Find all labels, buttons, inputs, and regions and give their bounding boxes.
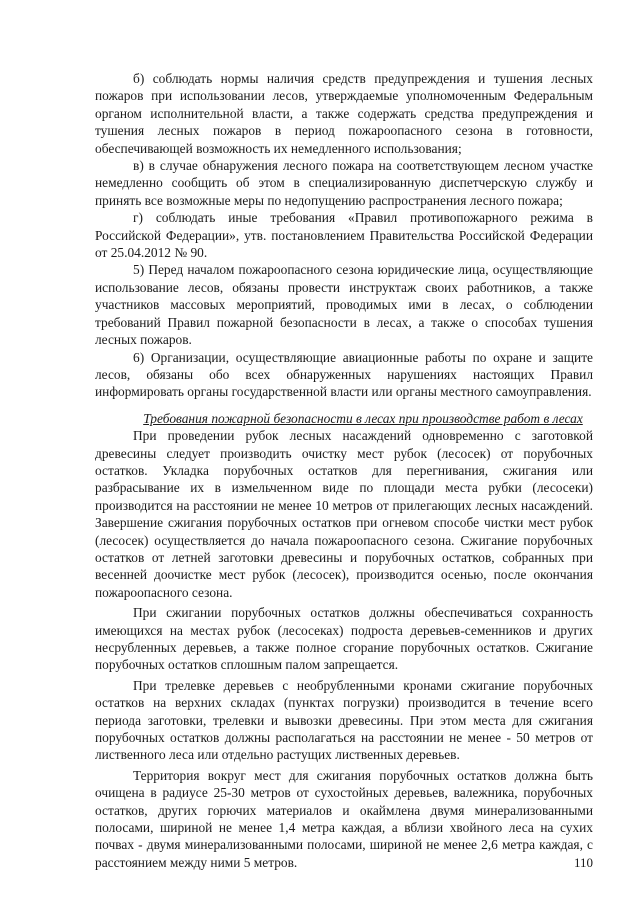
- paragraph-g: г) соблюдать иные требования «Правил противопожарного режима в Российской Федерации», утв. постановлением Правительства Российской Федерации от 25.04.2012 № 90.: [95, 210, 593, 261]
- paragraph-territory: Территория вокруг мест для сжигания порубочных остатков должна быть очищена в радиусе 25-30 метров от сухостойных деревьев, валежника, порубочных остатков, других горючих материалов и окаймлена двумя минерализованными полосами, шириной не менее 1,4 метра каждая, а вблизи хвойного леса на сухих почвах - двумя минерализованными полосами, шириной не менее 2,6 метра каждая, с расстоянием между ними 5 метров.: [95, 767, 593, 870]
- section-heading: Требования пожарной безопасности в лесах при производстве работ в лесах: [143, 410, 583, 426]
- paragraph-6: 6) Организации, осуществляющие авиационные работы по охране и защите лесов, обязаны обо всех обнаруженных нарушениях настоящих Правил информировать органы государственной власти или органы местного самоуправления.: [95, 349, 593, 400]
- paragraph-5: 5) Перед началом пожароопасного сезона юридические лица, осуществляющие использование лесов, обязаны провести инструктаж своих работников, а также участников массовых мероприятий, проводимых ими в лесах, о соблюдении требований Правил пожарной безопасности в лесах, а также о способах тушения лесных пожаров.: [95, 262, 593, 348]
- body-text: [95, 70, 593, 871]
- paragraph-logging-cleanup: При проведении рубок лесных насаждений одновременно с заготовкой древесины следует производить очистку мест рубок (лесосек) от порубочных остатков. Укладка порубочных остатков для перегнивания, сжигания или разбрасывание их в измельченном виде по площади места рубки (лесосеки) производится на расстоянии не менее 10 метров от прилегающих лесных насаждений. Завершение сжигания порубочных остатков при огневом способе чистки мест рубок (лесосек) осуществляется до начала пожароопасного сезона. Сжигание порубочных остатков от летней заготовки древесины и порубочных остатков, собранных при весенней доочистке мест рубок (лесосек), производится осенью, после окончания пожароопасного сезона.: [95, 428, 593, 600]
- paragraph-burning-rules: При сжигании порубочных остатков должны обеспечиваться сохранность имеющихся на местах рубок (лесосеках) подроста деревьев-семенников и других несрубленных деревьев, а также полное сгорание порубочных остатков. Сжигание порубочных остатков сплошным палом запрещается.: [95, 605, 593, 673]
- paragraph-b: б) соблюдать нормы наличия средств предупреждения и тушения лесных пожаров при использовании лесов, утверждаемые уполномоченным Федеральным органом исполнительной власти, а также содержать средства предупреждения и тушения лесных пожаров в период пожароопасного сезона в готовности, обеспечивающей возможность их немедленного использования;: [95, 71, 593, 156]
- paragraph-v: в) в случае обнаружения лесного пожара на соответствующем лесном участке немедленно сообщить об этом в специализированную диспетчерскую службу и принять все возможные меры по недопущению распространения лесного пожара;: [95, 158, 593, 208]
- page-number: 110: [573, 855, 593, 870]
- paragraph-skidding: При трелевке деревьев с необрубленными кронами сжигание порубочных остатков на верхних складах (пунктах погрузки) производится в течение всего периода заготовки, трелевки и вывозки древесины. При этом места для сжигания порубочных остатков должны располагаться на расстоянии не менее - 50 метров от лиственного леса или отдельно растущих лиственных деревьев.: [95, 677, 593, 763]
